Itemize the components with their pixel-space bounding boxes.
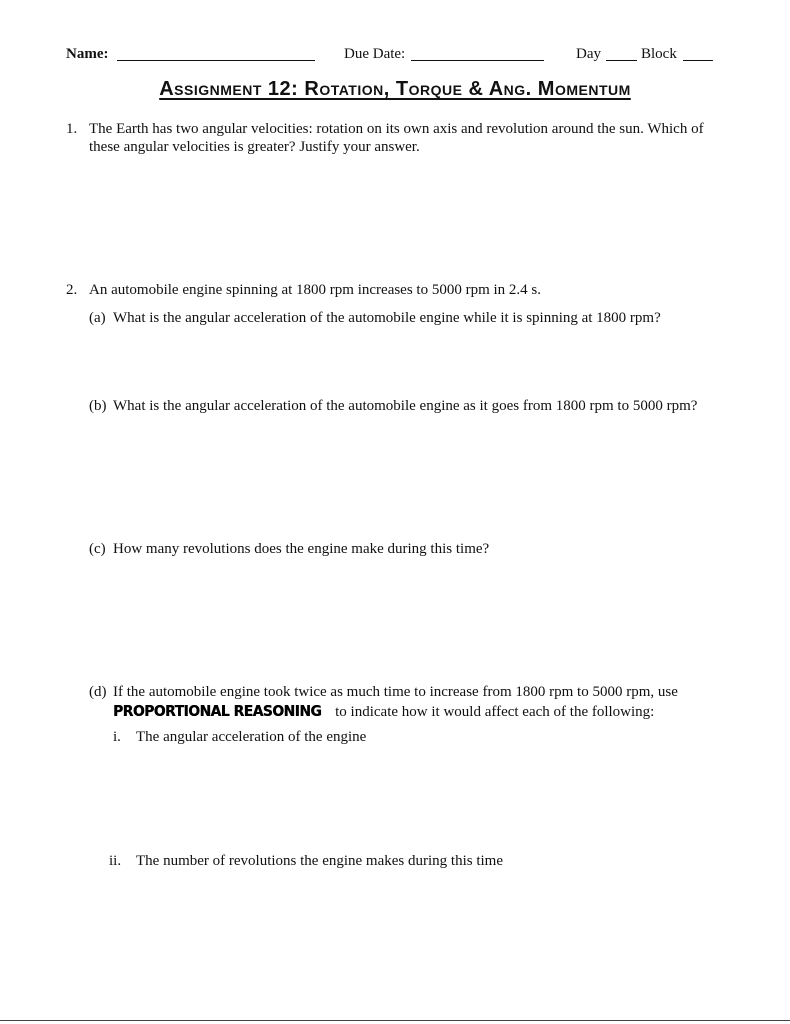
day-label: Day	[576, 46, 601, 62]
q2c-text: How many revolutions does the engine make during this time?	[113, 541, 490, 557]
block-blank[interactable]	[683, 60, 713, 61]
q2d-i-label: i.	[113, 729, 121, 745]
q2d-label: (d)	[89, 684, 107, 700]
q2a-text: What is the angular acceleration of the automobile engine while it is spinning at 1800 rpm?	[113, 310, 661, 326]
bottom-edge-line	[0, 1020, 790, 1021]
q2d-text-line1: If the automobile engine took twice as much time to increase from 1800 rpm to 5000 rpm, use	[113, 684, 678, 700]
q2d-ii-label: ii.	[109, 853, 122, 869]
q1-number: 1.	[66, 121, 78, 137]
q2a-label: (a)	[89, 310, 106, 326]
q1-text-line2: these angular velocities is greater? Justify your answer.	[89, 139, 420, 155]
q2d-text-line2	[113, 702, 654, 721]
q2-stem: An automobile engine spinning at 1800 rpm increases to 5000 rpm in 2.4 s.	[89, 282, 542, 298]
due-date-label: Due Date:	[344, 46, 406, 62]
q2d-i-text: The angular acceleration of the engine	[136, 729, 367, 745]
assignment-title: Assignment 12: Rotation, Torque & Ang. Momentum	[159, 78, 631, 100]
name-label: Name:	[66, 46, 109, 62]
q2c-label: (c)	[89, 541, 106, 557]
q2d-ii-text: The number of revolutions the engine makes during this time	[136, 853, 504, 869]
day-blank[interactable]	[606, 60, 637, 61]
q2b-text: What is the angular acceleration of the automobile engine as it goes from 1800 rpm to 5000 rpm?	[113, 398, 698, 414]
q2b-label: (b)	[89, 398, 107, 414]
q2d-line2-rest: to indicate how it would affect each of the following:	[335, 704, 655, 720]
proportional-reasoning-emphasis: PROPORTIONAL REASONING	[113, 702, 322, 720]
name-blank[interactable]	[117, 60, 315, 61]
q1-text-line1: The Earth has two angular velocities: rotation on its own axis and revolution around the sun. Which of	[89, 121, 704, 137]
due-date-blank[interactable]	[411, 60, 544, 61]
q2-number: 2.	[66, 282, 78, 298]
block-label: Block	[641, 46, 677, 62]
